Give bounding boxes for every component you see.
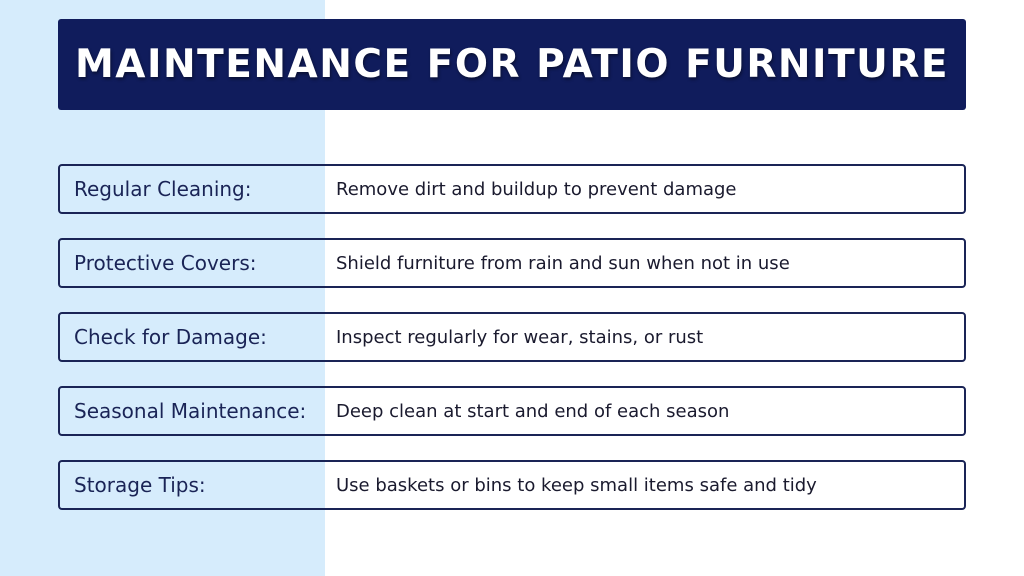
list-item bbox=[58, 238, 966, 288]
item-label: Protective Covers: bbox=[74, 251, 257, 275]
item-description: Shield furniture from rain and sun when not in use bbox=[336, 252, 790, 274]
item-description: Remove dirt and buildup to prevent damage bbox=[336, 178, 737, 200]
page-title: MAINTENANCE FOR PATIO FURNITURE bbox=[74, 42, 950, 87]
item-label: Seasonal Maintenance: bbox=[74, 399, 307, 423]
list-item bbox=[58, 386, 966, 436]
list-item bbox=[58, 312, 966, 362]
list-item bbox=[58, 164, 966, 214]
item-description: Deep clean at start and end of each season bbox=[336, 400, 730, 422]
item-label: Storage Tips: bbox=[74, 473, 206, 497]
item-description: Inspect regularly for wear, stains, or rust bbox=[336, 326, 704, 348]
item-description: Use baskets or bins to keep small items safe and tidy bbox=[336, 474, 817, 496]
maintenance-list bbox=[58, 164, 966, 534]
item-label: Check for Damage: bbox=[74, 325, 267, 349]
list-item bbox=[58, 460, 966, 510]
title-banner bbox=[58, 19, 966, 110]
item-label: Regular Cleaning: bbox=[74, 177, 252, 201]
